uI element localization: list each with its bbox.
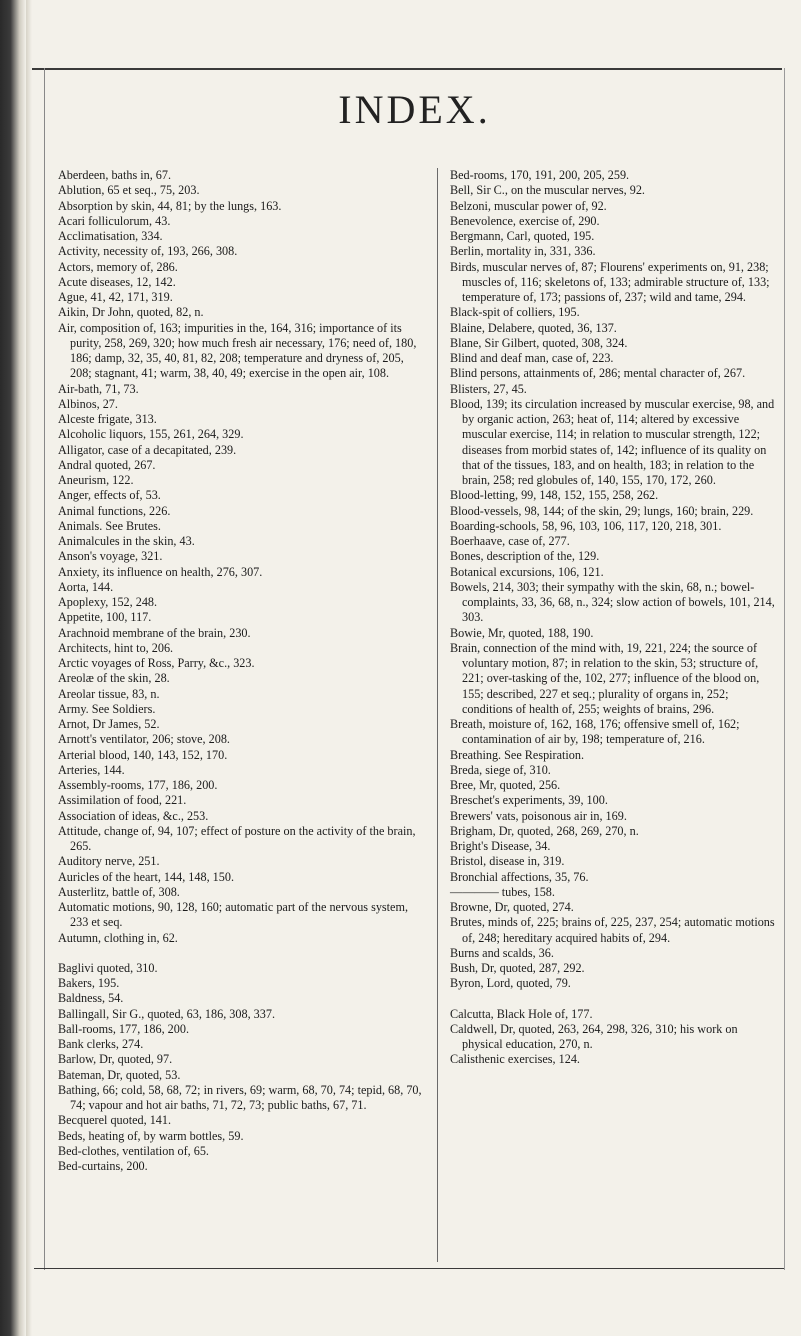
index-entry: Baldness, 54.	[58, 991, 124, 1006]
index-entry: Assimilation of food, 221.	[58, 793, 187, 808]
index-entry: Alceste frigate, 313.	[58, 412, 157, 426]
index-entry: Air, composition of, 163; impurities in the, 164, 316; importance of its purity, 258, 269, 320; how much fresh air necessary, 176; need of, 180, 186; damp, 32, 35, 40, 81, 82, 208; temperature and dryness of, 205, 208; stagnant, 41; warm, 38, 40, 49; exercise in the open air, 108.	[58, 320, 417, 381]
index-entry: Ball-rooms, 177, 186, 200.	[58, 1021, 190, 1036]
index-entry: Bush, Dr, quoted, 287, 292.	[450, 961, 585, 975]
index-entry: Aikin, Dr John, quoted, 82, n.	[58, 305, 204, 320]
index-entry: Animal functions, 226.	[58, 503, 171, 518]
index-entry: Areolæ of the skin, 28.	[58, 671, 170, 686]
index-entry: Apoplexy, 152, 248.	[58, 595, 158, 609]
index-entry: Blood, 139; its circulation increased by muscular exercise, 98, and by organic action, 263; heat of, 114; altered by excessive muscular exercise, 114; in relation to muscular strength, 122; diseases from morbid states of, 142; influence of its quality on that of the tissues, 183, and on health, 183; in relation to the brain, 258; red globules of, 140, 155, 170, 172, 260.	[450, 396, 775, 487]
index-entry: Arnot, Dr James, 52.	[58, 717, 160, 731]
index-entry: Benevolence, exercise of, 290.	[450, 213, 600, 228]
left-frame-line	[44, 68, 45, 1270]
index-entry: Breathing. See Respiration.	[450, 747, 585, 762]
index-entry: Blood-vessels, 98, 144; of the skin, 29; lungs, 160; brain, 229.	[450, 503, 754, 518]
index-entry: Animals. See Brutes.	[58, 518, 161, 533]
index-entry: Bank clerks, 274.	[58, 1037, 144, 1051]
index-entry: Automatic motions, 90, 128, 160; automatic part of the nervous system, 233 et seq.	[58, 900, 408, 930]
index-entry: Association of ideas, &c., 253.	[58, 808, 209, 823]
index-entry: Actors, memory of, 286.	[58, 259, 178, 274]
index-entry: Architects, hint to, 206.	[58, 640, 174, 655]
section-gap	[58, 946, 428, 961]
index-entry: Breda, siege of, 310.	[450, 762, 551, 777]
index-entry: Boarding-schools, 58, 96, 103, 106, 117, 120, 218, 301.	[450, 518, 722, 533]
index-entry: Bones, description of the, 129.	[450, 549, 600, 564]
index-entry: Army. See Soldiers.	[58, 701, 156, 716]
index-entry: Bowels, 214, 303; their sympathy with the skin, 68, n.; bowel-complaints, 33, 36, 68, n., 324; slow action of bowels, 101, 214, 303.	[450, 579, 775, 625]
index-entry: Belzoni, muscular power of, 92.	[450, 198, 607, 213]
book-spine-shadow	[0, 0, 26, 1336]
index-entry: Assembly-rooms, 177, 186, 200.	[58, 778, 218, 792]
index-entry: Blind and deaf man, case of, 223.	[450, 351, 614, 365]
index-entry: Baglivi quoted, 310.	[58, 960, 158, 975]
index-entry: Bed-rooms, 170, 191, 200, 205, 259.	[450, 168, 630, 182]
index-entry: Blisters, 27, 45.	[450, 381, 527, 396]
index-entry: Arachnoid membrane of the brain, 230.	[58, 625, 251, 640]
index-entry: Bathing, 66; cold, 58, 68, 72; in rivers, 69; warm, 68, 70, 74; tepid, 68, 70, 74; vapour and hot air baths, 71, 72, 73; public baths, 67, 71.	[58, 1082, 422, 1112]
index-column-left	[58, 168, 428, 1174]
index-entry: Botanical excursions, 106, 121.	[450, 564, 604, 579]
index-entry: Austerlitz, battle of, 308.	[58, 884, 180, 899]
index-entry: Areolar tissue, 83, n.	[58, 686, 160, 701]
index-entry: Arctic voyages of Ross, Parry, &c., 323.	[58, 656, 255, 670]
index-entry: Arnott's ventilator, 206; stove, 208.	[58, 732, 230, 747]
index-entry: Bergmann, Carl, quoted, 195.	[450, 229, 595, 243]
index-entry: Burns and scalds, 36.	[450, 945, 554, 960]
index-entry: Bateman, Dr, quoted, 53.	[58, 1067, 181, 1082]
index-entry: Browne, Dr, quoted, 274.	[450, 900, 574, 914]
index-entry: Alligator, case of a decapitated, 239.	[58, 442, 237, 457]
index-entry: Bowie, Mr, quoted, 188, 190.	[450, 625, 594, 640]
index-entry: Aneurism, 122.	[58, 473, 134, 487]
index-entry: Bed-clothes, ventilation of, 65.	[58, 1143, 209, 1158]
index-entry: Air-bath, 71, 73.	[58, 381, 139, 396]
index-entry: Alcoholic liquors, 155, 261, 264, 329.	[58, 427, 244, 442]
index-entry: Anxiety, its influence on health, 276, 307.	[58, 564, 263, 579]
index-entry: Bell, Sir C., on the muscular nerves, 92.	[450, 183, 645, 198]
index-entry: Blind persons, attainments of, 286; mental character of, 267.	[450, 366, 746, 381]
index-entry: Appetite, 100, 117.	[58, 610, 152, 625]
right-frame-line	[784, 68, 785, 1270]
index-entry: Auricles of the heart, 144, 148, 150.	[58, 869, 234, 884]
index-entry: Breschet's experiments, 39, 100.	[450, 793, 608, 808]
index-entry: Activity, necessity of, 193, 266, 308.	[58, 244, 238, 259]
bottom-rule	[34, 1268, 784, 1269]
index-entry: Albinos, 27.	[58, 396, 118, 411]
index-entry: Acute diseases, 12, 142.	[58, 274, 176, 289]
index-entry: Blood-letting, 99, 148, 152, 155, 258, 262.	[450, 488, 659, 503]
index-entry: Breath, moisture of, 162, 168, 176; offensive smell of, 162; contamination of air by, 198; temperature of, 216.	[450, 717, 740, 747]
index-entry: Beds, heating of, by warm bottles, 59.	[58, 1128, 244, 1143]
index-entry: Bright's Disease, 34.	[450, 839, 551, 853]
index-entry: Bed-curtains, 200.	[58, 1159, 148, 1173]
index-entry: Brigham, Dr, quoted, 268, 269, 270, n.	[450, 823, 639, 838]
section-gap	[450, 992, 780, 1007]
index-entry: Ballingall, Sir G., quoted, 63, 186, 308, 337.	[58, 1006, 275, 1021]
index-entry: Calcutta, Black Hole of, 177.	[450, 1006, 593, 1021]
index-column-right	[450, 168, 780, 1068]
index-entry: Byron, Lord, quoted, 79.	[450, 976, 571, 991]
index-entry: Ague, 41, 42, 171, 319.	[58, 290, 173, 304]
index-entry: Acari folliculorum, 43.	[58, 213, 171, 228]
index-entry: Animalcules in the skin, 43.	[58, 534, 195, 548]
index-entry: Bronchial affections, 35, 76.	[450, 869, 589, 884]
page-title: INDEX.	[338, 87, 491, 132]
index-entry: ———— tubes, 158.	[450, 884, 555, 899]
index-entry: Andral quoted, 267.	[58, 457, 156, 472]
index-entry: Absorption by skin, 44, 81; by the lungs, 163.	[58, 198, 282, 213]
index-entry: Aorta, 144.	[58, 579, 114, 594]
top-rule	[32, 68, 782, 70]
index-entry: Berlin, mortality in, 331, 336.	[450, 244, 596, 259]
book-page	[32, 0, 797, 1336]
index-entry: Ablution, 65 et seq., 75, 203.	[58, 183, 200, 198]
index-entry: Blane, Sir Gilbert, quoted, 308, 324.	[450, 335, 628, 350]
index-entry: Boerhaave, case of, 277.	[450, 534, 570, 548]
index-entry: Auditory nerve, 251.	[58, 854, 160, 869]
index-entry: Aberdeen, baths in, 67.	[58, 168, 172, 182]
index-entry: Bristol, disease in, 319.	[450, 854, 565, 869]
index-entry: Black-spit of colliers, 195.	[450, 305, 580, 320]
index-entry: Anger, effects of, 53.	[58, 488, 161, 503]
index-entry: Brewers' vats, poisonous air in, 169.	[450, 808, 627, 823]
index-entry: Brutes, minds of, 225; brains of, 225, 237, 254; automatic motions of, 248; hereditary acquired habits of, 294.	[450, 915, 775, 945]
index-entry: Arteries, 144.	[58, 762, 125, 777]
index-entry: Brain, connection of the mind with, 19, 221, 224; the source of voluntary motion, 87; in relation to the skin, 53; structure of, 221; over-tasking of the, 102, 277; influence of the blood on, 155; described, 227 et seq.; plurality of organs in, 252; conditions of health of, 255; weights of brains, 296.	[450, 640, 760, 716]
index-entry: Anson's voyage, 321.	[58, 549, 163, 564]
index-entry: Caldwell, Dr, quoted, 263, 264, 298, 326, 310; his work on physical education, 270, n.	[450, 1021, 738, 1051]
index-entry: Attitude, change of, 94, 107; effect of posture on the activity of the brain, 265.	[58, 823, 416, 853]
index-entry: Acclimatisation, 334.	[58, 229, 163, 243]
index-entry: Arterial blood, 140, 143, 152, 170.	[58, 747, 228, 762]
index-entry: Barlow, Dr, quoted, 97.	[58, 1052, 173, 1067]
index-entry: Calisthenic exercises, 124.	[450, 1052, 580, 1067]
index-entry: Bree, Mr, quoted, 256.	[450, 778, 561, 792]
index-entry: Blaine, Delabere, quoted, 36, 137.	[450, 320, 617, 335]
index-entry: Autumn, clothing in, 62.	[58, 930, 178, 945]
index-entry: Becquerel quoted, 141.	[58, 1113, 172, 1128]
index-entry: Birds, muscular nerves of, 87; Flourens' experiments on, 91, 238; muscles of, 116; skeletons of, 133; admirable structure of, 133; temperature of, 173; passions of, 237; wild and tame, 294.	[450, 259, 770, 304]
index-entry: Bakers, 195.	[58, 976, 120, 990]
column-divider	[437, 168, 438, 1262]
